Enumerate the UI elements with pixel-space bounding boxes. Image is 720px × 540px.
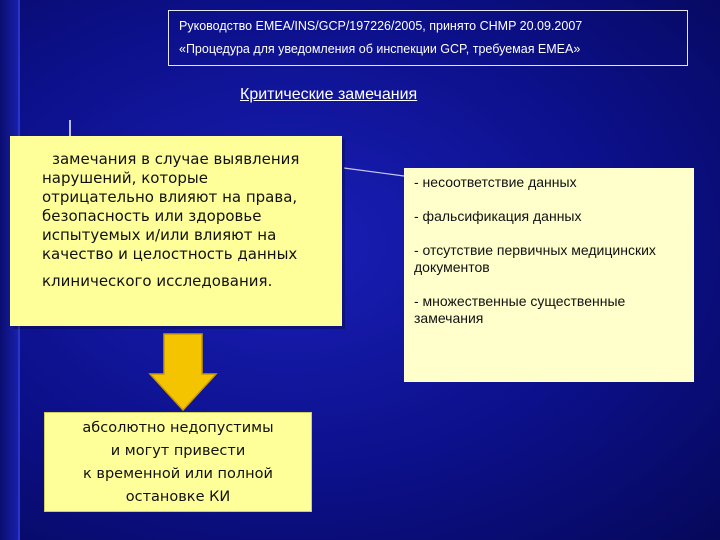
consequence-line: и могут привести <box>110 443 246 459</box>
definition-line: замечания в случае выявления <box>52 150 300 168</box>
findings-box <box>404 168 694 382</box>
section-title: Критические замечания <box>240 86 418 103</box>
header-line-1: Руководство EMEA/INS/GCP/197226/2005, принято CHMP 20.09.2007 <box>179 19 583 33</box>
finding-item: - несоответствие данных <box>414 174 577 190</box>
consequence-box <box>44 412 312 512</box>
header-line-2: «Процедура для уведомления об инспекции GCP, требуемая EMEA» <box>179 42 581 56</box>
down-arrow-icon <box>148 332 218 412</box>
definition-line: качество и целостность данных <box>42 245 298 263</box>
definition-tail: клинического исследования. <box>42 272 273 290</box>
definition-box <box>10 136 342 326</box>
definition-line: отрицательно влияют на права, <box>42 188 298 206</box>
finding-item: - фальсификация данных <box>414 208 582 224</box>
consequence-line: абсолютно недопустимы <box>82 420 274 436</box>
definition-line: нарушений, которые <box>42 169 208 187</box>
consequence-line: к временной или полной <box>83 466 273 482</box>
definition-line: испытуемых и/или влияют на <box>42 226 277 244</box>
finding-item: - отсутствие первичных медицинских документов <box>414 242 656 275</box>
finding-item: - множественные существенные замечания <box>414 293 626 326</box>
consequence-line: остановке КИ <box>125 489 231 505</box>
definition-line: безопасность или здоровье <box>42 207 262 225</box>
